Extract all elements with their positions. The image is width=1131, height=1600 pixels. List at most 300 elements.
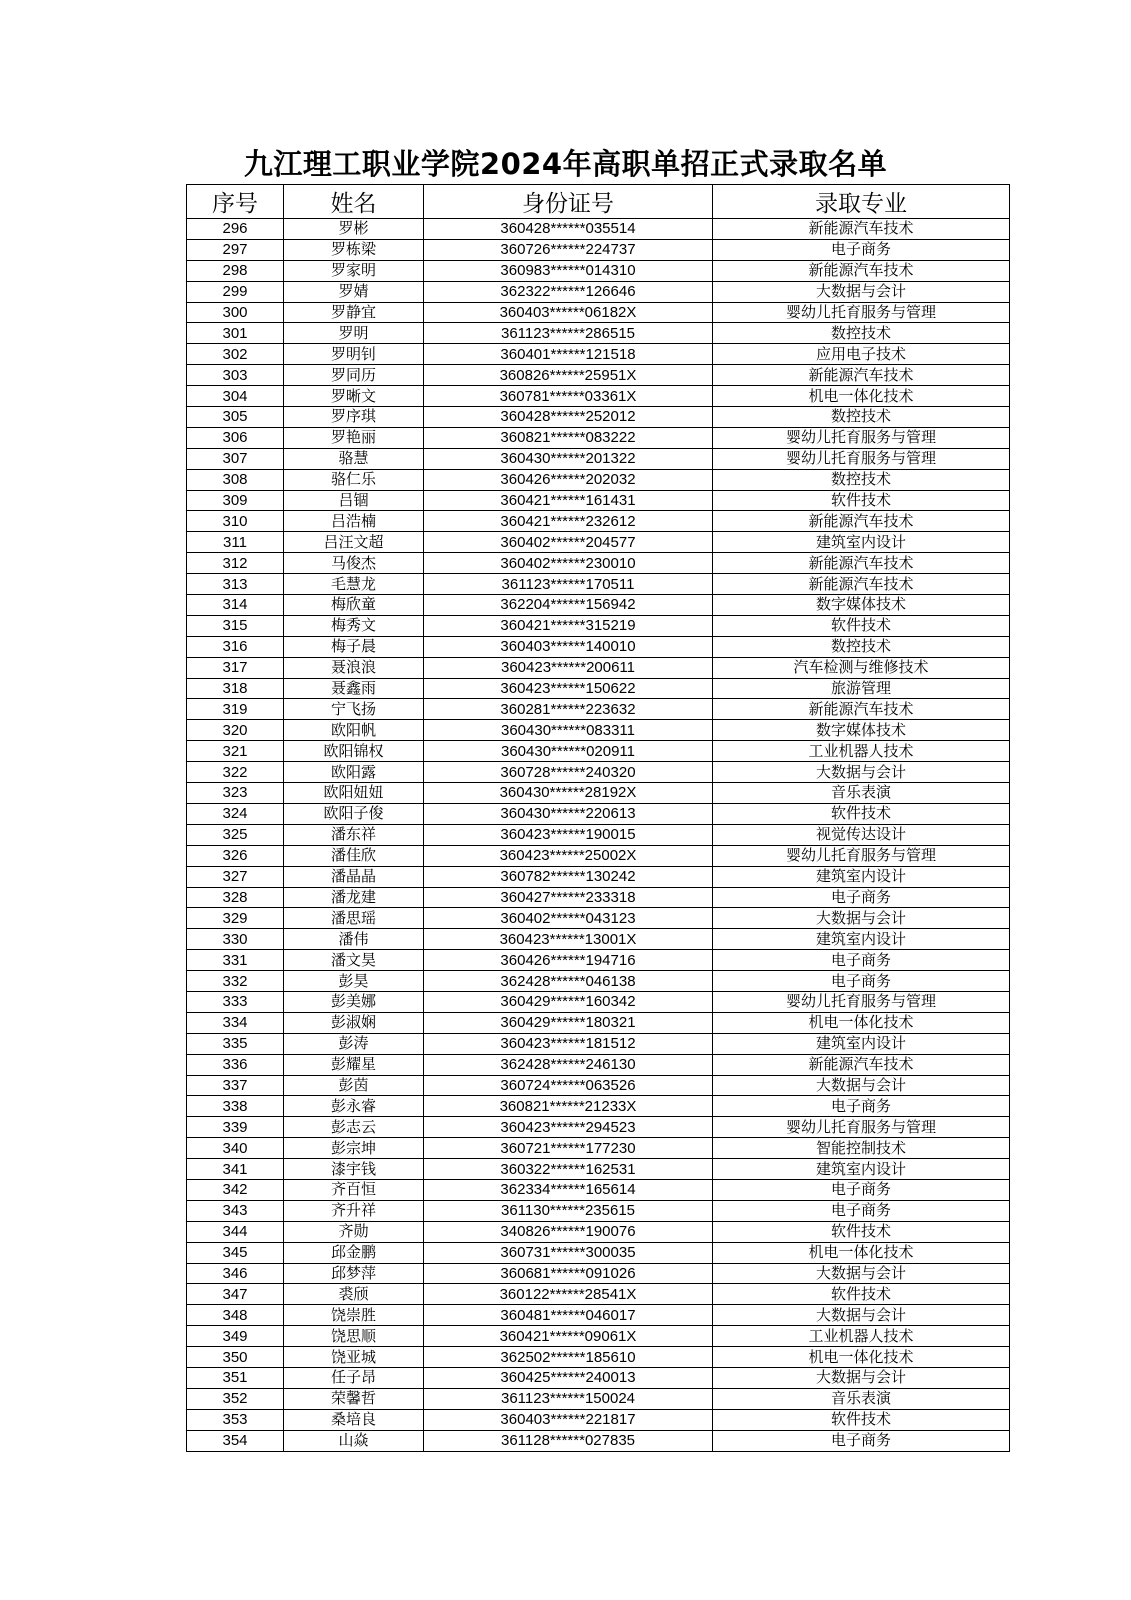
cell-major: 建筑室内设计: [713, 866, 1010, 887]
cell-major: 数字媒体技术: [713, 720, 1010, 741]
cell-major: 建筑室内设计: [713, 929, 1010, 950]
cell-id-number: 360402******204577: [424, 532, 713, 553]
cell-major: 婴幼儿托育服务与管理: [713, 991, 1010, 1012]
cell-name: 马俊杰: [284, 553, 424, 574]
cell-major: 大数据与会计: [713, 1263, 1010, 1284]
cell-name: 桑培良: [284, 1409, 424, 1430]
cell-id-number: 360281******223632: [424, 699, 713, 720]
cell-serial-number: 333: [187, 991, 284, 1012]
cell-name: 欧阳妞妞: [284, 783, 424, 804]
cell-id-number: 360826******25951X: [424, 365, 713, 386]
cell-major: 电子商务: [713, 887, 1010, 908]
cell-major: 婴幼儿托育服务与管理: [713, 845, 1010, 866]
cell-id-number: 360425******240013: [424, 1367, 713, 1388]
cell-major: 婴幼儿托育服务与管理: [713, 427, 1010, 448]
cell-serial-number: 305: [187, 407, 284, 428]
table-row: [187, 1117, 1010, 1138]
cell-major: 智能控制技术: [713, 1138, 1010, 1159]
cell-id-number: 360401******121518: [424, 344, 713, 365]
column-header-id: 身份证号: [424, 185, 713, 219]
cell-name: 潘伟: [284, 929, 424, 950]
cell-name: 潘文昊: [284, 950, 424, 971]
cell-name: 任子昂: [284, 1367, 424, 1388]
table-row: [187, 824, 1010, 845]
cell-name: 罗序琪: [284, 407, 424, 428]
cell-name: 潘龙建: [284, 887, 424, 908]
cell-id-number: 360721******177230: [424, 1138, 713, 1159]
cell-name: 彭志云: [284, 1117, 424, 1138]
cell-name: 梅子晨: [284, 636, 424, 657]
cell-id-number: 360423******181512: [424, 1033, 713, 1054]
table-row: [187, 407, 1010, 428]
cell-serial-number: 324: [187, 803, 284, 824]
table-row: [187, 866, 1010, 887]
cell-id-number: 360423******294523: [424, 1117, 713, 1138]
table-row: [187, 469, 1010, 490]
cell-id-number: 361123******150024: [424, 1388, 713, 1409]
cell-id-number: 360481******046017: [424, 1305, 713, 1326]
cell-id-number: 360726******224737: [424, 239, 713, 260]
cell-major: 婴幼儿托育服务与管理: [713, 1117, 1010, 1138]
cell-major: 大数据与会计: [713, 1367, 1010, 1388]
table-row: [187, 239, 1010, 260]
cell-major: 电子商务: [713, 1200, 1010, 1221]
cell-id-number: 360821******083222: [424, 427, 713, 448]
cell-serial-number: 298: [187, 260, 284, 281]
cell-serial-number: 301: [187, 323, 284, 344]
cell-serial-number: 351: [187, 1367, 284, 1388]
cell-name: 罗婧: [284, 281, 424, 302]
header-row: [187, 185, 1010, 219]
cell-name: 毛慧龙: [284, 574, 424, 595]
cell-serial-number: 306: [187, 427, 284, 448]
cell-name: 彭美娜: [284, 991, 424, 1012]
cell-name: 吕锢: [284, 490, 424, 511]
table-row: [187, 1054, 1010, 1075]
cell-serial-number: 329: [187, 908, 284, 929]
cell-major: 音乐表演: [713, 1388, 1010, 1409]
cell-name: 山焱: [284, 1430, 424, 1451]
cell-major: 新能源汽车技术: [713, 1054, 1010, 1075]
table-row: [187, 762, 1010, 783]
cell-serial-number: 347: [187, 1284, 284, 1305]
table-row: [187, 574, 1010, 595]
cell-id-number: 362428******046138: [424, 971, 713, 992]
cell-serial-number: 353: [187, 1409, 284, 1430]
table-row: [187, 1012, 1010, 1033]
table-row: [187, 636, 1010, 657]
table-row: [187, 1200, 1010, 1221]
cell-major: 新能源汽车技术: [713, 511, 1010, 532]
cell-major: 婴幼儿托育服务与管理: [713, 302, 1010, 323]
cell-name: 骆仁乐: [284, 469, 424, 490]
table-row: [187, 532, 1010, 553]
cell-id-number: 362204******156942: [424, 595, 713, 616]
cell-major: 机电一体化技术: [713, 386, 1010, 407]
table-row: [187, 929, 1010, 950]
table-body: [187, 219, 1010, 1452]
table-row: [187, 553, 1010, 574]
cell-major: 新能源汽车技术: [713, 574, 1010, 595]
table-row: [187, 302, 1010, 323]
cell-id-number: 360426******202032: [424, 469, 713, 490]
cell-serial-number: 323: [187, 783, 284, 804]
table-row: [187, 1179, 1010, 1200]
cell-serial-number: 325: [187, 824, 284, 845]
cell-name: 罗晰文: [284, 386, 424, 407]
table-row: [187, 511, 1010, 532]
cell-serial-number: 354: [187, 1430, 284, 1451]
cell-serial-number: 303: [187, 365, 284, 386]
cell-name: 罗家明: [284, 260, 424, 281]
cell-serial-number: 352: [187, 1388, 284, 1409]
cell-id-number: 360423******150622: [424, 678, 713, 699]
cell-id-number: 360821******21233X: [424, 1096, 713, 1117]
cell-major: 数控技术: [713, 407, 1010, 428]
cell-name: 潘东祥: [284, 824, 424, 845]
cell-id-number: 360421******315219: [424, 615, 713, 636]
cell-id-number: 360423******190015: [424, 824, 713, 845]
cell-name: 邱金鹏: [284, 1242, 424, 1263]
cell-id-number: 360430******020911: [424, 741, 713, 762]
cell-major: 大数据与会计: [713, 908, 1010, 929]
cell-serial-number: 313: [187, 574, 284, 595]
cell-serial-number: 332: [187, 971, 284, 992]
cell-name: 彭耀星: [284, 1054, 424, 1075]
cell-id-number: 361123******286515: [424, 323, 713, 344]
cell-major: 软件技术: [713, 1221, 1010, 1242]
cell-name: 彭宗坤: [284, 1138, 424, 1159]
cell-id-number: 360429******180321: [424, 1012, 713, 1033]
cell-major: 工业机器人技术: [713, 741, 1010, 762]
table-row: [187, 1305, 1010, 1326]
cell-serial-number: 317: [187, 657, 284, 678]
column-header-major: 录取专业: [713, 185, 1010, 219]
cell-serial-number: 326: [187, 845, 284, 866]
cell-serial-number: 315: [187, 615, 284, 636]
cell-major: 电子商务: [713, 1430, 1010, 1451]
cell-name: 齐升祥: [284, 1200, 424, 1221]
cell-name: 荣馨哲: [284, 1388, 424, 1409]
table-row: [187, 1075, 1010, 1096]
cell-serial-number: 311: [187, 532, 284, 553]
cell-id-number: 362334******165614: [424, 1179, 713, 1200]
cell-serial-number: 345: [187, 1242, 284, 1263]
table-row: [187, 1263, 1010, 1284]
cell-major: 视觉传达设计: [713, 824, 1010, 845]
cell-id-number: 360421******09061X: [424, 1326, 713, 1347]
cell-name: 罗同历: [284, 365, 424, 386]
cell-serial-number: 343: [187, 1200, 284, 1221]
table-row: [187, 845, 1010, 866]
cell-name: 漆宇钱: [284, 1159, 424, 1180]
cell-id-number: 360402******230010: [424, 553, 713, 574]
cell-serial-number: 300: [187, 302, 284, 323]
cell-id-number: 360430******083311: [424, 720, 713, 741]
column-header-no: 序号: [187, 185, 284, 219]
cell-serial-number: 312: [187, 553, 284, 574]
table-row: [187, 678, 1010, 699]
table-row: [187, 1326, 1010, 1347]
cell-major: 电子商务: [713, 971, 1010, 992]
cell-name: 彭淑娴: [284, 1012, 424, 1033]
cell-id-number: 361123******170511: [424, 574, 713, 595]
table-row: [187, 386, 1010, 407]
table-row: [187, 219, 1010, 240]
cell-serial-number: 341: [187, 1159, 284, 1180]
cell-id-number: 361128******027835: [424, 1430, 713, 1451]
cell-serial-number: 319: [187, 699, 284, 720]
cell-id-number: 360681******091026: [424, 1263, 713, 1284]
cell-major: 汽车检测与维修技术: [713, 657, 1010, 678]
cell-major: 旅游管理: [713, 678, 1010, 699]
cell-serial-number: 342: [187, 1179, 284, 1200]
cell-name: 罗彬: [284, 219, 424, 240]
cell-serial-number: 318: [187, 678, 284, 699]
table-row: [187, 595, 1010, 616]
table-row: [187, 1409, 1010, 1430]
table-header: [187, 185, 1010, 219]
cell-id-number: 340826******190076: [424, 1221, 713, 1242]
cell-name: 罗明: [284, 323, 424, 344]
cell-name: 吕浩楠: [284, 511, 424, 532]
cell-name: 骆慧: [284, 448, 424, 469]
cell-major: 应用电子技术: [713, 344, 1010, 365]
cell-id-number: 362322******126646: [424, 281, 713, 302]
table-row: [187, 971, 1010, 992]
cell-serial-number: 349: [187, 1326, 284, 1347]
cell-serial-number: 350: [187, 1347, 284, 1368]
cell-id-number: 360322******162531: [424, 1159, 713, 1180]
cell-major: 建筑室内设计: [713, 532, 1010, 553]
cell-name: 欧阳露: [284, 762, 424, 783]
table-row: [187, 1367, 1010, 1388]
cell-name: 齐勋: [284, 1221, 424, 1242]
cell-id-number: 360728******240320: [424, 762, 713, 783]
cell-name: 罗艳丽: [284, 427, 424, 448]
cell-name: 饶亚城: [284, 1347, 424, 1368]
table-row: [187, 1388, 1010, 1409]
cell-major: 数控技术: [713, 636, 1010, 657]
cell-id-number: 360428******252012: [424, 407, 713, 428]
cell-major: 软件技术: [713, 1409, 1010, 1430]
table-row: [187, 887, 1010, 908]
cell-name: 齐百恒: [284, 1179, 424, 1200]
table-row: [187, 1284, 1010, 1305]
cell-name: 欧阳锦权: [284, 741, 424, 762]
cell-name: 梅欣童: [284, 595, 424, 616]
cell-serial-number: 338: [187, 1096, 284, 1117]
table-row: [187, 281, 1010, 302]
cell-major: 电子商务: [713, 1179, 1010, 1200]
cell-major: 电子商务: [713, 1096, 1010, 1117]
cell-major: 建筑室内设计: [713, 1033, 1010, 1054]
table-row: [187, 427, 1010, 448]
cell-major: 音乐表演: [713, 783, 1010, 804]
table-row: [187, 1221, 1010, 1242]
table-row: [187, 803, 1010, 824]
cell-major: 新能源汽车技术: [713, 553, 1010, 574]
cell-serial-number: 308: [187, 469, 284, 490]
cell-id-number: 360423******200611: [424, 657, 713, 678]
cell-id-number: 362502******185610: [424, 1347, 713, 1368]
cell-major: 新能源汽车技术: [713, 699, 1010, 720]
cell-serial-number: 296: [187, 219, 284, 240]
cell-serial-number: 307: [187, 448, 284, 469]
cell-name: 潘思瑶: [284, 908, 424, 929]
cell-serial-number: 337: [187, 1075, 284, 1096]
table-row: [187, 783, 1010, 804]
cell-name: 裘颀: [284, 1284, 424, 1305]
cell-id-number: 360421******232612: [424, 511, 713, 532]
cell-id-number: 360403******221817: [424, 1409, 713, 1430]
cell-major: 建筑室内设计: [713, 1159, 1010, 1180]
page-title: 九江理工职业学院2024年高职单招正式录取名单: [243, 147, 888, 181]
cell-id-number: 360731******300035: [424, 1242, 713, 1263]
cell-major: 新能源汽车技术: [713, 260, 1010, 281]
cell-serial-number: 316: [187, 636, 284, 657]
cell-id-number: 360122******28541X: [424, 1284, 713, 1305]
cell-id-number: 360421******161431: [424, 490, 713, 511]
cell-major: 机电一体化技术: [713, 1347, 1010, 1368]
cell-id-number: 360428******035514: [424, 219, 713, 240]
cell-id-number: 360429******160342: [424, 991, 713, 1012]
cell-name: 彭涛: [284, 1033, 424, 1054]
cell-major: 软件技术: [713, 615, 1010, 636]
cell-name: 罗静宜: [284, 302, 424, 323]
table-row: [187, 1033, 1010, 1054]
cell-major: 数控技术: [713, 323, 1010, 344]
table-row: [187, 1138, 1010, 1159]
cell-major: 电子商务: [713, 239, 1010, 260]
table-row: [187, 615, 1010, 636]
cell-major: 数控技术: [713, 469, 1010, 490]
table-row: [187, 741, 1010, 762]
cell-major: 大数据与会计: [713, 1305, 1010, 1326]
cell-serial-number: 327: [187, 866, 284, 887]
table-row: [187, 908, 1010, 929]
cell-major: 软件技术: [713, 803, 1010, 824]
cell-serial-number: 348: [187, 1305, 284, 1326]
cell-major: 电子商务: [713, 950, 1010, 971]
cell-id-number: 360430******201322: [424, 448, 713, 469]
cell-major: 大数据与会计: [713, 281, 1010, 302]
table-row: [187, 1096, 1010, 1117]
cell-major: 机电一体化技术: [713, 1012, 1010, 1033]
cell-serial-number: 328: [187, 887, 284, 908]
cell-name: 罗明钊: [284, 344, 424, 365]
cell-id-number: 360427******233318: [424, 887, 713, 908]
cell-serial-number: 320: [187, 720, 284, 741]
admission-table: [186, 184, 1010, 1452]
cell-major: 婴幼儿托育服务与管理: [713, 448, 1010, 469]
cell-name: 吕汪文超: [284, 532, 424, 553]
cell-name: 欧阳帆: [284, 720, 424, 741]
cell-name: 聂浪浪: [284, 657, 424, 678]
cell-serial-number: 330: [187, 929, 284, 950]
cell-id-number: 360423******13001X: [424, 929, 713, 950]
cell-name: 彭茵: [284, 1075, 424, 1096]
table-row: [187, 490, 1010, 511]
cell-name: 彭永睿: [284, 1096, 424, 1117]
table-row: [187, 344, 1010, 365]
cell-name: 宁飞扬: [284, 699, 424, 720]
cell-serial-number: 344: [187, 1221, 284, 1242]
table-row: [187, 323, 1010, 344]
cell-id-number: 360423******25002X: [424, 845, 713, 866]
column-header-name: 姓名: [284, 185, 424, 219]
cell-serial-number: 299: [187, 281, 284, 302]
cell-id-number: 360403******06182X: [424, 302, 713, 323]
cell-serial-number: 336: [187, 1054, 284, 1075]
cell-name: 潘佳欣: [284, 845, 424, 866]
cell-serial-number: 309: [187, 490, 284, 511]
table-row: [187, 991, 1010, 1012]
cell-major: 数字媒体技术: [713, 595, 1010, 616]
cell-serial-number: 321: [187, 741, 284, 762]
table-row: [187, 1347, 1010, 1368]
cell-serial-number: 302: [187, 344, 284, 365]
table-row: [187, 699, 1010, 720]
cell-name: 饶崇胜: [284, 1305, 424, 1326]
cell-id-number: 360430******28192X: [424, 783, 713, 804]
cell-id-number: 360426******194716: [424, 950, 713, 971]
cell-id-number: 360403******140010: [424, 636, 713, 657]
table-row: [187, 1159, 1010, 1180]
cell-id-number: 360724******063526: [424, 1075, 713, 1096]
cell-name: 欧阳子俊: [284, 803, 424, 824]
cell-id-number: 360782******130242: [424, 866, 713, 887]
cell-major: 大数据与会计: [713, 1075, 1010, 1096]
cell-name: 彭昊: [284, 971, 424, 992]
table-row: [187, 1430, 1010, 1451]
cell-major: 大数据与会计: [713, 762, 1010, 783]
cell-serial-number: 334: [187, 1012, 284, 1033]
cell-serial-number: 331: [187, 950, 284, 971]
table-row: [187, 657, 1010, 678]
table-row: [187, 448, 1010, 469]
cell-id-number: 360430******220613: [424, 803, 713, 824]
cell-name: 潘晶晶: [284, 866, 424, 887]
cell-id-number: 361130******235615: [424, 1200, 713, 1221]
cell-major: 工业机器人技术: [713, 1326, 1010, 1347]
cell-serial-number: 304: [187, 386, 284, 407]
table-row: [187, 720, 1010, 741]
cell-major: 新能源汽车技术: [713, 365, 1010, 386]
cell-name: 聂鑫雨: [284, 678, 424, 699]
table-row: [187, 260, 1010, 281]
cell-major: 软件技术: [713, 490, 1010, 511]
cell-major: 机电一体化技术: [713, 1242, 1010, 1263]
cell-name: 罗栋梁: [284, 239, 424, 260]
cell-name: 梅秀文: [284, 615, 424, 636]
cell-serial-number: 335: [187, 1033, 284, 1054]
cell-id-number: 360402******043123: [424, 908, 713, 929]
cell-serial-number: 322: [187, 762, 284, 783]
table-row: [187, 950, 1010, 971]
cell-id-number: 360983******014310: [424, 260, 713, 281]
cell-major: 软件技术: [713, 1284, 1010, 1305]
cell-major: 新能源汽车技术: [713, 219, 1010, 240]
cell-serial-number: 297: [187, 239, 284, 260]
cell-serial-number: 314: [187, 595, 284, 616]
cell-name: 饶思顺: [284, 1326, 424, 1347]
cell-serial-number: 339: [187, 1117, 284, 1138]
table-row: [187, 1242, 1010, 1263]
cell-id-number: 360781******03361X: [424, 386, 713, 407]
cell-id-number: 362428******246130: [424, 1054, 713, 1075]
cell-name: 邱梦萍: [284, 1263, 424, 1284]
